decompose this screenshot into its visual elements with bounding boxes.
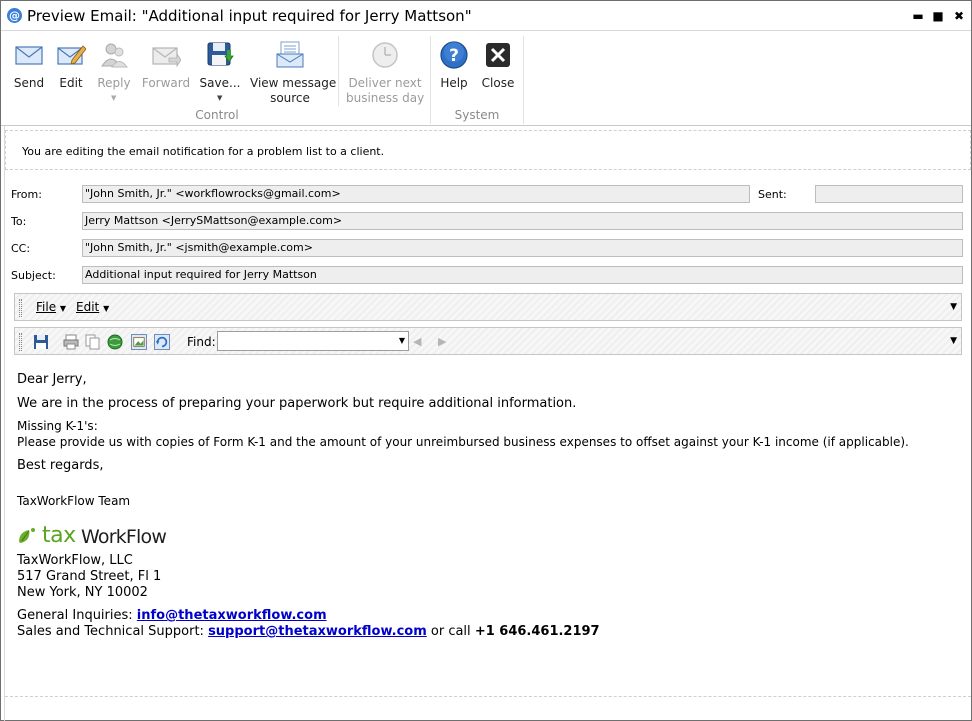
general-inquiries-line [17, 608, 327, 623]
message-source-icon [275, 40, 305, 70]
system-group-label: System [454, 108, 500, 122]
save-icon[interactable] [33, 334, 49, 350]
toolbar-grip[interactable] [19, 333, 22, 351]
deliver-label-line1: Deliver next [348, 76, 422, 90]
team-signature: TaxWorkFlow Team [17, 494, 131, 508]
or-call-text: or call [430, 624, 471, 639]
find-previous-icon[interactable]: ◀ [413, 335, 422, 348]
save-button[interactable] [199, 38, 241, 108]
cc-field[interactable]: "John Smith, Jr." <jsmith@example.com> [82, 239, 963, 257]
view-message-label-line2: source [270, 91, 310, 105]
web-preview-icon[interactable] [107, 334, 123, 350]
support-line [17, 624, 600, 639]
window-title: Preview Email: "Additional input required for Jerry Mattson" [27, 7, 472, 25]
find-label: Find: [187, 335, 216, 349]
to-label: To: [11, 215, 27, 228]
general-inquiries-label: General Inquiries: [17, 608, 133, 623]
save-label: Save... [199, 76, 241, 90]
company-name: TaxWorkFlow, LLC [17, 553, 133, 568]
missing-text: Please provide us with copies of Form K-1 and the amount of your unreimbursed business expenses to offset against your K-1 income (if applicable). [17, 435, 909, 449]
support-label: Sales and Technical Support: [17, 624, 204, 639]
forward-envelope-icon [151, 40, 181, 70]
envelope-pencil-icon [56, 40, 86, 70]
support-email-link[interactable]: support@thetaxworkflow.com [208, 624, 427, 639]
reply-label: Reply [97, 76, 131, 90]
sent-field[interactable] [815, 185, 963, 203]
minimize-button[interactable]: ▬ [912, 9, 924, 23]
edit-menu-label: Edit [76, 300, 100, 314]
close-icon [483, 40, 513, 70]
file-dropdown-icon: ▼ [59, 304, 67, 313]
ribbon-toolbar [1, 32, 971, 126]
find-next-icon[interactable]: ▶ [438, 335, 447, 348]
at-sign-icon: @ [9, 9, 20, 22]
control-group-label: Control [195, 108, 239, 122]
menu-toolbar [14, 293, 962, 321]
envelope-icon [14, 40, 44, 70]
from-label: From: [11, 188, 42, 201]
close-button[interactable] [478, 38, 518, 98]
image-icon[interactable] [131, 334, 147, 350]
refresh-icon[interactable] [154, 334, 170, 350]
edit-menu[interactable] [76, 300, 109, 314]
send-label: Send [13, 76, 45, 90]
copy-icon[interactable] [85, 334, 101, 350]
view-message-source-button[interactable] [250, 38, 337, 112]
close-window-button[interactable]: ✖ [953, 9, 965, 23]
sent-label: Sent: [758, 188, 787, 201]
title-bar [1, 1, 971, 31]
missing-heading: Missing K-1's: [17, 419, 98, 433]
logo-tax-text: tax [42, 523, 76, 548]
file-menu[interactable] [36, 300, 66, 314]
greeting: Dear Jerry, [17, 372, 87, 387]
address-line-2: New York, NY 10002 [17, 585, 148, 600]
toolbar-grip[interactable] [19, 299, 22, 317]
send-button[interactable] [9, 38, 49, 98]
deliver-next-label [346, 76, 424, 106]
to-field[interactable]: Jerry Mattson <JerrySMattson@example.com> [82, 212, 963, 230]
info-message: You are editing the email notification for a problem list to a client. [22, 145, 385, 158]
phone-number: +1 646.461.2197 [474, 624, 600, 639]
from-field[interactable]: "John Smith, Jr." <workflowrocks@gmail.com> [82, 185, 750, 203]
edit-dropdown-icon: ▼ [103, 304, 110, 313]
intro-paragraph: We are in the process of preparing your paperwork but require additional information. [17, 396, 577, 411]
subject-field[interactable]: Additional input required for Jerry Mattson [82, 266, 963, 284]
deliver-label-line2: business day [346, 91, 425, 105]
bottom-divider [5, 696, 971, 697]
info-bar [5, 130, 971, 170]
leaf-icon [17, 526, 37, 546]
save-dropdown-icon: ▼ [217, 94, 223, 102]
deliver-next-business-day-button[interactable] [346, 38, 424, 112]
edit-label: Edit [59, 76, 83, 90]
svg-text:?: ? [449, 46, 459, 66]
address-line-1: 517 Grand Street, Fl 1 [17, 569, 162, 584]
closing: Best regards, [17, 458, 104, 473]
view-message-source-label [250, 76, 337, 106]
subject-label: Subject: [11, 269, 56, 282]
logo-workflow-text: WorkFlow [81, 526, 167, 548]
reply-people-icon [99, 40, 129, 70]
find-input[interactable] [217, 331, 409, 351]
reply-dropdown-icon: ▼ [111, 94, 117, 102]
find-dropdown-icon[interactable]: ▼ [398, 336, 405, 345]
help-icon [439, 40, 469, 70]
view-message-label-line1: View message [250, 76, 337, 90]
reply-button[interactable] [94, 38, 134, 108]
toolbar-overflow-icon[interactable]: ▼ [950, 302, 957, 312]
help-label: Help [440, 76, 468, 90]
general-inquiries-email-link[interactable]: info@thetaxworkflow.com [136, 608, 327, 623]
close-label: Close [481, 76, 515, 90]
forward-label: Forward [141, 76, 191, 90]
file-menu-label: File [36, 300, 57, 314]
cc-label: CC: [11, 242, 31, 255]
maximize-button[interactable]: ■ [932, 9, 944, 23]
save-disk-icon [205, 40, 235, 70]
forward-button[interactable] [141, 38, 191, 98]
toolbar-overflow-icon[interactable]: ▼ [950, 336, 957, 346]
ribbon-separator [338, 36, 339, 106]
ribbon-separator [523, 36, 524, 124]
edit-button[interactable] [51, 38, 91, 98]
clock-icon [370, 40, 400, 70]
left-edge [4, 126, 5, 721]
print-icon[interactable] [63, 334, 79, 350]
find-toolbar [14, 327, 962, 355]
help-button[interactable] [435, 38, 473, 98]
